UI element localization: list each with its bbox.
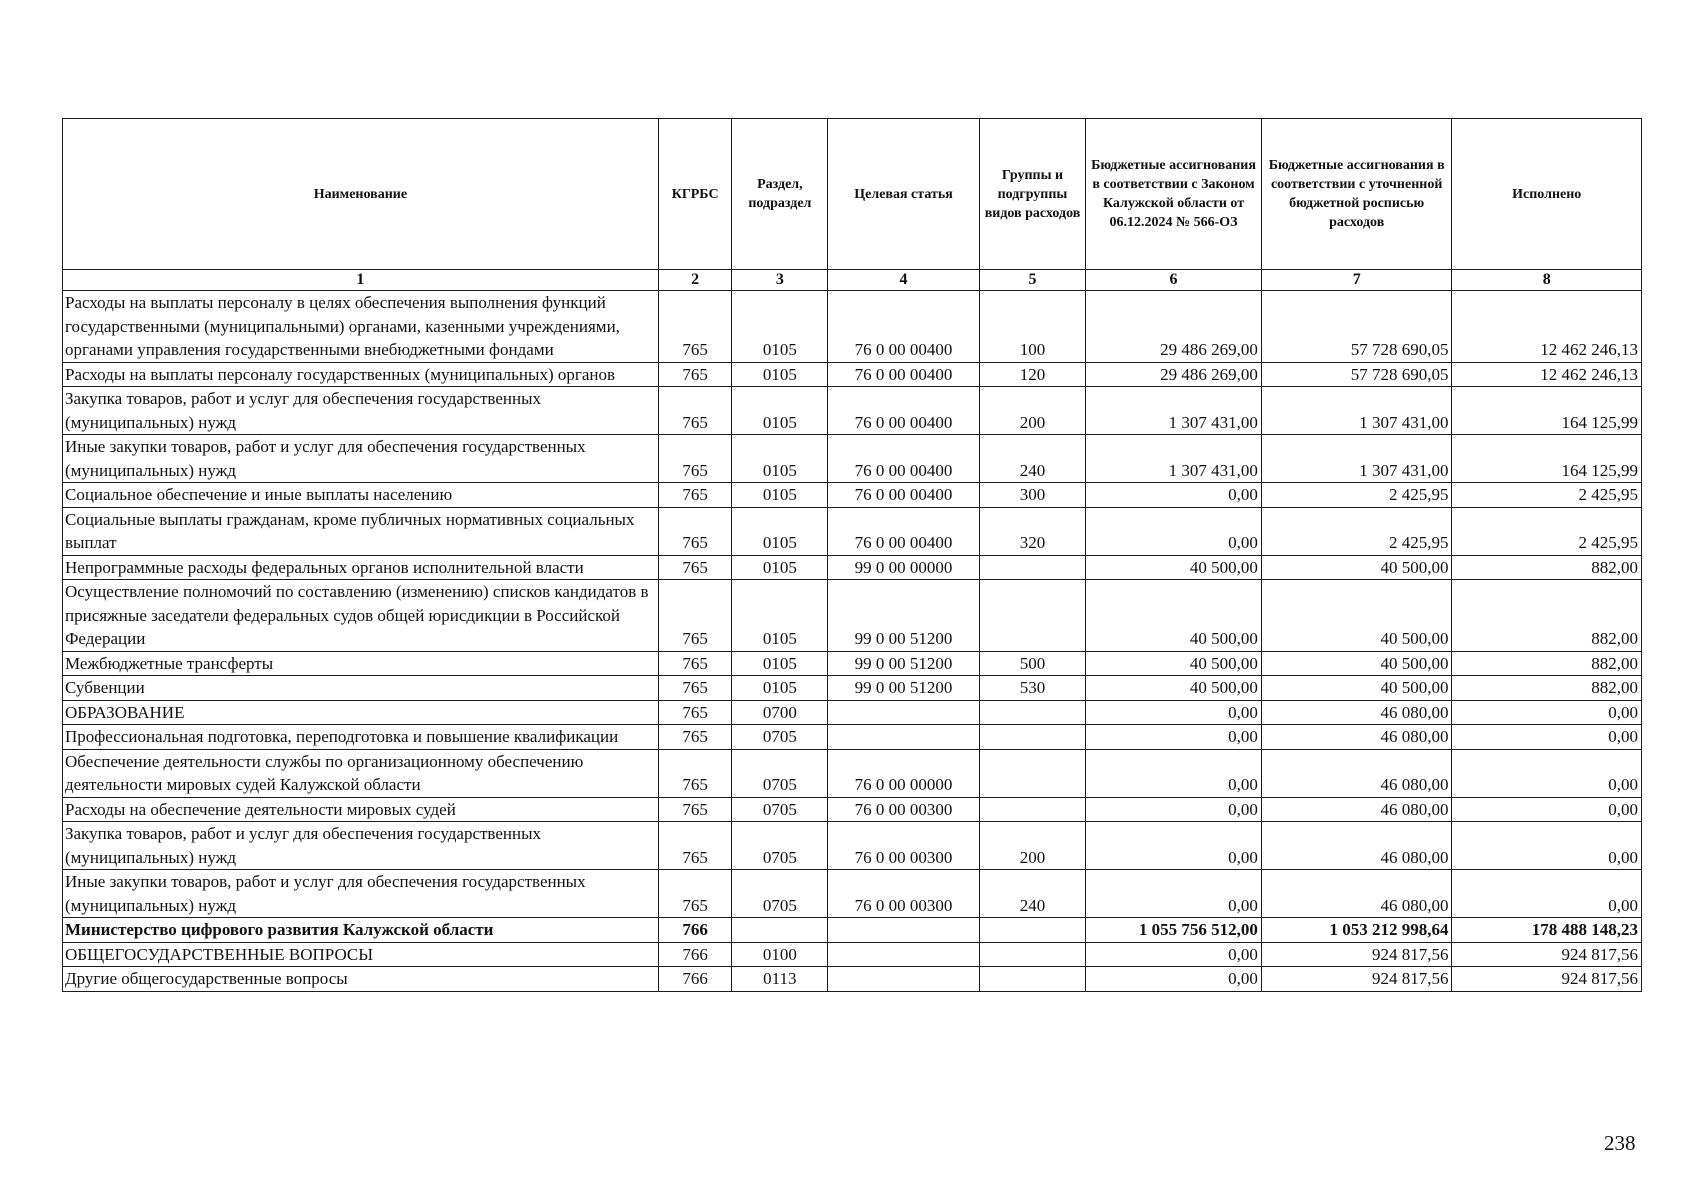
table-row bbox=[63, 651, 1642, 676]
row-refined-amount: 1 053 212 998,64 bbox=[1261, 918, 1452, 943]
row-law-amount: 0,00 bbox=[1086, 942, 1262, 967]
column-number: 6 bbox=[1086, 270, 1262, 291]
row-group: 200 bbox=[979, 387, 1085, 435]
row-refined-amount: 40 500,00 bbox=[1261, 580, 1452, 652]
row-kgrbs: 765 bbox=[658, 555, 732, 580]
row-name: Иные закупки товаров, работ и услуг для обеспечения государственных (муниципальных) нужд bbox=[63, 435, 659, 483]
row-name: Социальные выплаты гражданам, кроме публичных нормативных социальных выплат bbox=[63, 507, 659, 555]
table-row bbox=[63, 725, 1642, 750]
row-law-amount: 0,00 bbox=[1086, 725, 1262, 750]
table-row bbox=[63, 362, 1642, 387]
row-target bbox=[828, 942, 980, 967]
header-executed: Исполнено bbox=[1452, 119, 1642, 270]
table-row bbox=[63, 967, 1642, 992]
header-law-allocations: Бюджетные ассигнования в соответствии с Законом Калужской области от 06.12.2024 № 566-ОЗ bbox=[1086, 119, 1262, 270]
row-section: 0105 bbox=[732, 435, 828, 483]
row-executed-amount: 12 462 246,13 bbox=[1452, 291, 1642, 363]
row-section: 0705 bbox=[732, 797, 828, 822]
row-section: 0105 bbox=[732, 651, 828, 676]
row-group: 100 bbox=[979, 291, 1085, 363]
column-number: 7 bbox=[1261, 270, 1452, 291]
row-law-amount: 0,00 bbox=[1086, 700, 1262, 725]
table-body bbox=[63, 291, 1642, 992]
row-law-amount: 0,00 bbox=[1086, 967, 1262, 992]
row-refined-amount: 1 307 431,00 bbox=[1261, 435, 1452, 483]
row-target: 76 0 00 00300 bbox=[828, 797, 980, 822]
table-row bbox=[63, 918, 1642, 943]
header-target: Целевая статья bbox=[828, 119, 980, 270]
row-refined-amount: 924 817,56 bbox=[1261, 942, 1452, 967]
column-number: 8 bbox=[1452, 270, 1642, 291]
row-kgrbs: 765 bbox=[658, 291, 732, 363]
row-law-amount: 40 500,00 bbox=[1086, 580, 1262, 652]
row-name: Расходы на обеспечение деятельности мировых судей bbox=[63, 797, 659, 822]
row-group: 300 bbox=[979, 483, 1085, 508]
row-group bbox=[979, 749, 1085, 797]
header-row bbox=[63, 119, 1642, 270]
row-name: Профессиональная подготовка, переподготовка и повышение квалификации bbox=[63, 725, 659, 750]
row-executed-amount: 0,00 bbox=[1452, 822, 1642, 870]
row-law-amount: 29 486 269,00 bbox=[1086, 291, 1262, 363]
table-row bbox=[63, 435, 1642, 483]
row-target: 76 0 00 00300 bbox=[828, 822, 980, 870]
row-name: Расходы на выплаты персоналу в целях обеспечения выполнения функций государственными (муниципальными) органами, казенными учреждениями, органами управления государственными внебюджетными фондами bbox=[63, 291, 659, 363]
row-executed-amount: 882,00 bbox=[1452, 651, 1642, 676]
row-executed-amount: 12 462 246,13 bbox=[1452, 362, 1642, 387]
row-name: Расходы на выплаты персоналу государственных (муниципальных) органов bbox=[63, 362, 659, 387]
row-refined-amount: 57 728 690,05 bbox=[1261, 291, 1452, 363]
row-executed-amount: 924 817,56 bbox=[1452, 967, 1642, 992]
table-row bbox=[63, 507, 1642, 555]
row-section: 0705 bbox=[732, 870, 828, 918]
row-name: Субвенции bbox=[63, 676, 659, 701]
row-refined-amount: 40 500,00 bbox=[1261, 651, 1452, 676]
row-kgrbs: 765 bbox=[658, 725, 732, 750]
row-group: 500 bbox=[979, 651, 1085, 676]
row-executed-amount: 0,00 bbox=[1452, 870, 1642, 918]
table-row bbox=[63, 700, 1642, 725]
row-group bbox=[979, 797, 1085, 822]
row-target: 76 0 00 00400 bbox=[828, 387, 980, 435]
row-law-amount: 0,00 bbox=[1086, 507, 1262, 555]
column-number-row bbox=[63, 270, 1642, 291]
row-group: 200 bbox=[979, 822, 1085, 870]
column-number: 1 bbox=[63, 270, 659, 291]
row-target bbox=[828, 967, 980, 992]
row-section: 0100 bbox=[732, 942, 828, 967]
table-row bbox=[63, 291, 1642, 363]
row-kgrbs: 765 bbox=[658, 362, 732, 387]
column-number: 2 bbox=[658, 270, 732, 291]
row-law-amount: 40 500,00 bbox=[1086, 676, 1262, 701]
table-row bbox=[63, 797, 1642, 822]
table-row bbox=[63, 870, 1642, 918]
row-kgrbs: 765 bbox=[658, 580, 732, 652]
row-target: 99 0 00 51200 bbox=[828, 651, 980, 676]
row-executed-amount: 882,00 bbox=[1452, 555, 1642, 580]
row-kgrbs: 765 bbox=[658, 700, 732, 725]
row-law-amount: 0,00 bbox=[1086, 797, 1262, 822]
row-law-amount: 0,00 bbox=[1086, 749, 1262, 797]
row-section: 0105 bbox=[732, 555, 828, 580]
row-law-amount: 1 055 756 512,00 bbox=[1086, 918, 1262, 943]
row-law-amount: 0,00 bbox=[1086, 822, 1262, 870]
table-row bbox=[63, 822, 1642, 870]
row-kgrbs: 766 bbox=[658, 942, 732, 967]
row-executed-amount: 164 125,99 bbox=[1452, 387, 1642, 435]
row-section: 0105 bbox=[732, 291, 828, 363]
row-section: 0105 bbox=[732, 580, 828, 652]
row-target: 76 0 00 00000 bbox=[828, 749, 980, 797]
row-executed-amount: 178 488 148,23 bbox=[1452, 918, 1642, 943]
row-executed-amount: 882,00 bbox=[1452, 580, 1642, 652]
row-law-amount: 40 500,00 bbox=[1086, 555, 1262, 580]
row-group bbox=[979, 555, 1085, 580]
row-kgrbs: 765 bbox=[658, 822, 732, 870]
row-executed-amount: 0,00 bbox=[1452, 749, 1642, 797]
row-group: 320 bbox=[979, 507, 1085, 555]
row-refined-amount: 46 080,00 bbox=[1261, 822, 1452, 870]
header-name: Наименование bbox=[63, 119, 659, 270]
row-group bbox=[979, 580, 1085, 652]
row-refined-amount: 2 425,95 bbox=[1261, 483, 1452, 508]
row-name: Осуществление полномочий по составлению (изменению) списков кандидатов в присяжные заседатели федеральных судов общей юрисдикции в Российской Федерации bbox=[63, 580, 659, 652]
row-group: 240 bbox=[979, 435, 1085, 483]
row-refined-amount: 924 817,56 bbox=[1261, 967, 1452, 992]
row-target: 99 0 00 51200 bbox=[828, 580, 980, 652]
row-refined-amount: 1 307 431,00 bbox=[1261, 387, 1452, 435]
row-target: 99 0 00 00000 bbox=[828, 555, 980, 580]
row-target bbox=[828, 700, 980, 725]
row-executed-amount: 882,00 bbox=[1452, 676, 1642, 701]
row-executed-amount: 0,00 bbox=[1452, 700, 1642, 725]
row-law-amount: 0,00 bbox=[1086, 483, 1262, 508]
row-section: 0105 bbox=[732, 362, 828, 387]
row-refined-amount: 57 728 690,05 bbox=[1261, 362, 1452, 387]
row-refined-amount: 46 080,00 bbox=[1261, 749, 1452, 797]
row-kgrbs: 765 bbox=[658, 435, 732, 483]
table-row bbox=[63, 676, 1642, 701]
row-refined-amount: 46 080,00 bbox=[1261, 700, 1452, 725]
row-section: 0705 bbox=[732, 822, 828, 870]
row-law-amount: 0,00 bbox=[1086, 870, 1262, 918]
row-kgrbs: 765 bbox=[658, 387, 732, 435]
column-number: 3 bbox=[732, 270, 828, 291]
row-refined-amount: 46 080,00 bbox=[1261, 870, 1452, 918]
row-section bbox=[732, 918, 828, 943]
row-target: 99 0 00 51200 bbox=[828, 676, 980, 701]
row-target: 76 0 00 00400 bbox=[828, 483, 980, 508]
page-number: 238 bbox=[1604, 1131, 1636, 1155]
table-row bbox=[63, 749, 1642, 797]
row-name: Социальное обеспечение и иные выплаты населению bbox=[63, 483, 659, 508]
row-group bbox=[979, 942, 1085, 967]
row-group bbox=[979, 700, 1085, 725]
row-kgrbs: 766 bbox=[658, 967, 732, 992]
table-row bbox=[63, 387, 1642, 435]
row-name: Межбюджетные трансферты bbox=[63, 651, 659, 676]
row-name: Закупка товаров, работ и услуг для обеспечения государственных (муниципальных) нужд bbox=[63, 387, 659, 435]
row-executed-amount: 924 817,56 bbox=[1452, 942, 1642, 967]
row-kgrbs: 766 bbox=[658, 918, 732, 943]
row-refined-amount: 40 500,00 bbox=[1261, 676, 1452, 701]
row-group bbox=[979, 918, 1085, 943]
row-name: Министерство цифрового развития Калужской области bbox=[63, 918, 659, 943]
column-number: 4 bbox=[828, 270, 980, 291]
row-kgrbs: 765 bbox=[658, 483, 732, 508]
budget-sheet bbox=[62, 118, 1642, 992]
row-law-amount: 40 500,00 bbox=[1086, 651, 1262, 676]
row-section: 0700 bbox=[732, 700, 828, 725]
row-name: Обеспечение деятельности службы по организационному обеспечению деятельности мировых судей Калужской области bbox=[63, 749, 659, 797]
row-kgrbs: 765 bbox=[658, 797, 732, 822]
column-number: 5 bbox=[979, 270, 1085, 291]
row-target: 76 0 00 00400 bbox=[828, 362, 980, 387]
row-kgrbs: 765 bbox=[658, 870, 732, 918]
row-section: 0105 bbox=[732, 387, 828, 435]
row-section: 0705 bbox=[732, 749, 828, 797]
row-target: 76 0 00 00400 bbox=[828, 435, 980, 483]
row-executed-amount: 2 425,95 bbox=[1452, 483, 1642, 508]
budget-table bbox=[62, 118, 1642, 992]
table-row bbox=[63, 483, 1642, 508]
header-refined-allocations: Бюджетные ассигнования в соответствии с уточненной бюджетной росписью расходов bbox=[1261, 119, 1452, 270]
row-kgrbs: 765 bbox=[658, 749, 732, 797]
row-name: ОБЩЕГОСУДАРСТВЕННЫЕ ВОПРОСЫ bbox=[63, 942, 659, 967]
row-name: Иные закупки товаров, работ и услуг для обеспечения государственных (муниципальных) нужд bbox=[63, 870, 659, 918]
row-target bbox=[828, 725, 980, 750]
row-name: ОБРАЗОВАНИЕ bbox=[63, 700, 659, 725]
row-refined-amount: 46 080,00 bbox=[1261, 797, 1452, 822]
header-section: Раздел, подраздел bbox=[732, 119, 828, 270]
table-row bbox=[63, 580, 1642, 652]
row-kgrbs: 765 bbox=[658, 507, 732, 555]
row-target bbox=[828, 918, 980, 943]
table-row bbox=[63, 942, 1642, 967]
row-refined-amount: 46 080,00 bbox=[1261, 725, 1452, 750]
row-refined-amount: 2 425,95 bbox=[1261, 507, 1452, 555]
row-executed-amount: 0,00 bbox=[1452, 725, 1642, 750]
header-kgrbs: КГРБС bbox=[658, 119, 732, 270]
row-target: 76 0 00 00400 bbox=[828, 291, 980, 363]
row-section: 0105 bbox=[732, 676, 828, 701]
row-law-amount: 1 307 431,00 bbox=[1086, 435, 1262, 483]
row-name: Непрограммные расходы федеральных органов исполнительной власти bbox=[63, 555, 659, 580]
row-section: 0113 bbox=[732, 967, 828, 992]
row-group: 120 bbox=[979, 362, 1085, 387]
row-law-amount: 1 307 431,00 bbox=[1086, 387, 1262, 435]
row-target: 76 0 00 00400 bbox=[828, 507, 980, 555]
row-target: 76 0 00 00300 bbox=[828, 870, 980, 918]
row-kgrbs: 765 bbox=[658, 651, 732, 676]
row-group bbox=[979, 967, 1085, 992]
row-section: 0105 bbox=[732, 483, 828, 508]
row-kgrbs: 765 bbox=[658, 676, 732, 701]
row-group: 240 bbox=[979, 870, 1085, 918]
row-executed-amount: 2 425,95 bbox=[1452, 507, 1642, 555]
row-refined-amount: 40 500,00 bbox=[1261, 555, 1452, 580]
row-law-amount: 29 486 269,00 bbox=[1086, 362, 1262, 387]
row-name: Другие общегосударственные вопросы bbox=[63, 967, 659, 992]
row-section: 0105 bbox=[732, 507, 828, 555]
table-row bbox=[63, 555, 1642, 580]
row-section: 0705 bbox=[732, 725, 828, 750]
row-executed-amount: 0,00 bbox=[1452, 797, 1642, 822]
row-executed-amount: 164 125,99 bbox=[1452, 435, 1642, 483]
header-group: Группы и подгруппы видов расходов bbox=[979, 119, 1085, 270]
row-group bbox=[979, 725, 1085, 750]
row-group: 530 bbox=[979, 676, 1085, 701]
row-name: Закупка товаров, работ и услуг для обеспечения государственных (муниципальных) нужд bbox=[63, 822, 659, 870]
